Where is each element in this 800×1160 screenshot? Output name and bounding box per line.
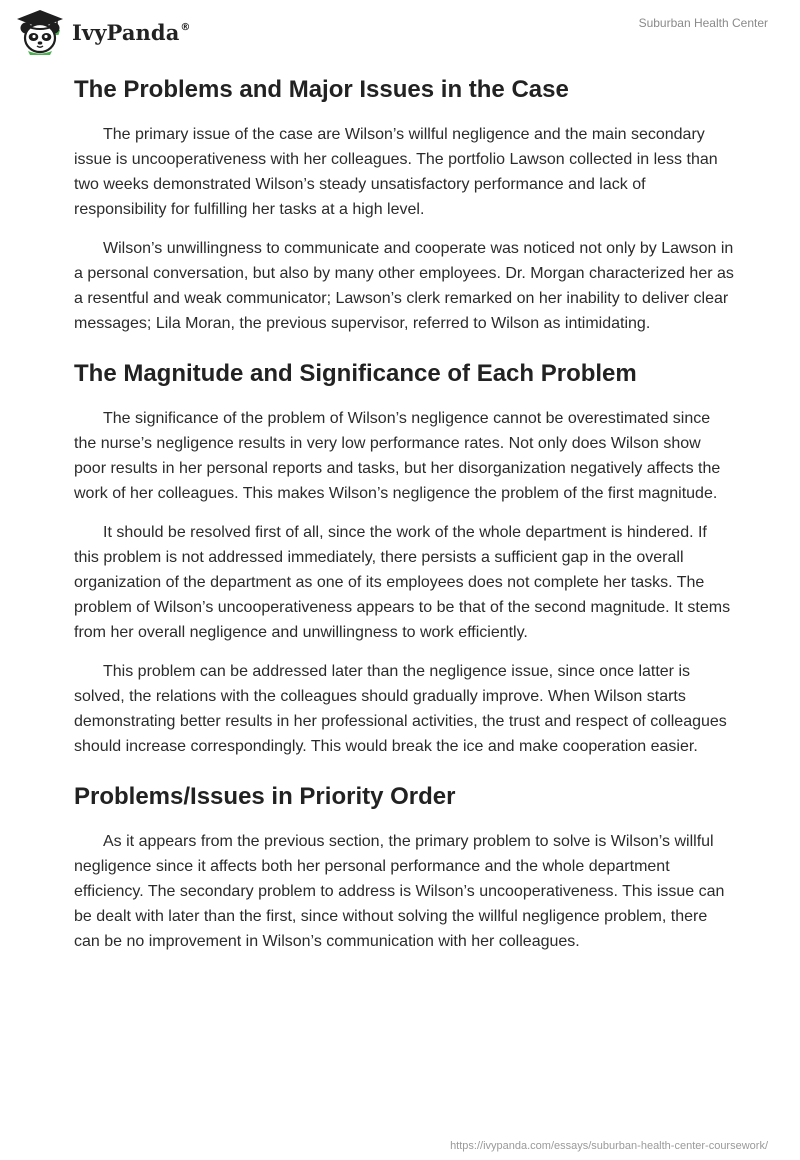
page-header [0, 0, 800, 64]
source-url-link[interactable]: https://ivypanda.com/essays/suburban-health-center-coursework/ [450, 1140, 768, 1152]
paragraph: This problem can be addressed later than the negligence issue, since once latter is solved, the relations with the colleagues should gradually improve. When Wilson starts demonstrating better results in her professional activities, the trust and respect of colleagues should increase correspondingly. This would break the ice and make cooperation easier. [74, 663, 727, 755]
ivypanda-logo[interactable] [14, 8, 191, 56]
paragraph: Wilson’s unwillingness to communicate and cooperate was noticed not only by Lawson in a personal conversation, but also by many other employees. Dr. Morgan characterized her as a resentful and weak communicator; Lawson’s clerk remarked on her inability to deliver clear messages; Lila Moran, the previous supervisor, referred to Wilson as intimidating. [74, 240, 734, 332]
logo-wordmark [72, 20, 191, 45]
paragraph: The primary issue of the case are Wilson’s willful negligence and the main secondary issue is uncooperativeness with her colleagues. The portfolio Lawson collected in less than two weeks demonstrated Wilson’s steady unsatisfactory performance and lack of responsibility for fulfilling her tasks at a high level. [74, 126, 718, 218]
section-heading: The Magnitude and Significance of Each Problem [74, 360, 637, 387]
document-title: Suburban Health Center [638, 16, 768, 30]
logo-text: IvyPanda [72, 19, 180, 45]
panda-graduate-icon [14, 8, 66, 56]
paragraph: The significance of the problem of Wilson’s negligence cannot be overestimated since the nurse’s negligence results in very low performance rates. Not only does Wilson show poor results in her personal reports and tasks, but her disorganization negatively affects the work of her colleagues. This makes Wilson’s negligence the problem of the first magnitude. [74, 410, 721, 502]
section-heading: Problems/Issues in Priority Order [74, 783, 456, 810]
paragraph: It should be resolved first of all, since the work of the whole department is hindered. If this problem is not addressed immediately, there persists a sufficient gap in the overall organization of the department as one of its employees does not complete her tasks. The problem of Wilson’s uncooperativeness appears to be that of the second magnitude. It stems from her overall negligence and unwillingness to work efficiently. [74, 524, 731, 641]
registered-mark: ® [180, 21, 191, 33]
section-heading: The Problems and Major Issues in the Case [74, 76, 569, 103]
paragraph: As it appears from the previous section, the primary problem to solve is Wilson’s willful negligence since it affects both her personal performance and the whole department efficiency. The secondary problem to address is Wilson’s uncooperativeness. This issue can be dealt with later than the first, since without solving the willful negligence problem, there can be no improvement in Wilson’s communication with her colleagues. [74, 833, 725, 950]
essay-body [74, 70, 734, 968]
